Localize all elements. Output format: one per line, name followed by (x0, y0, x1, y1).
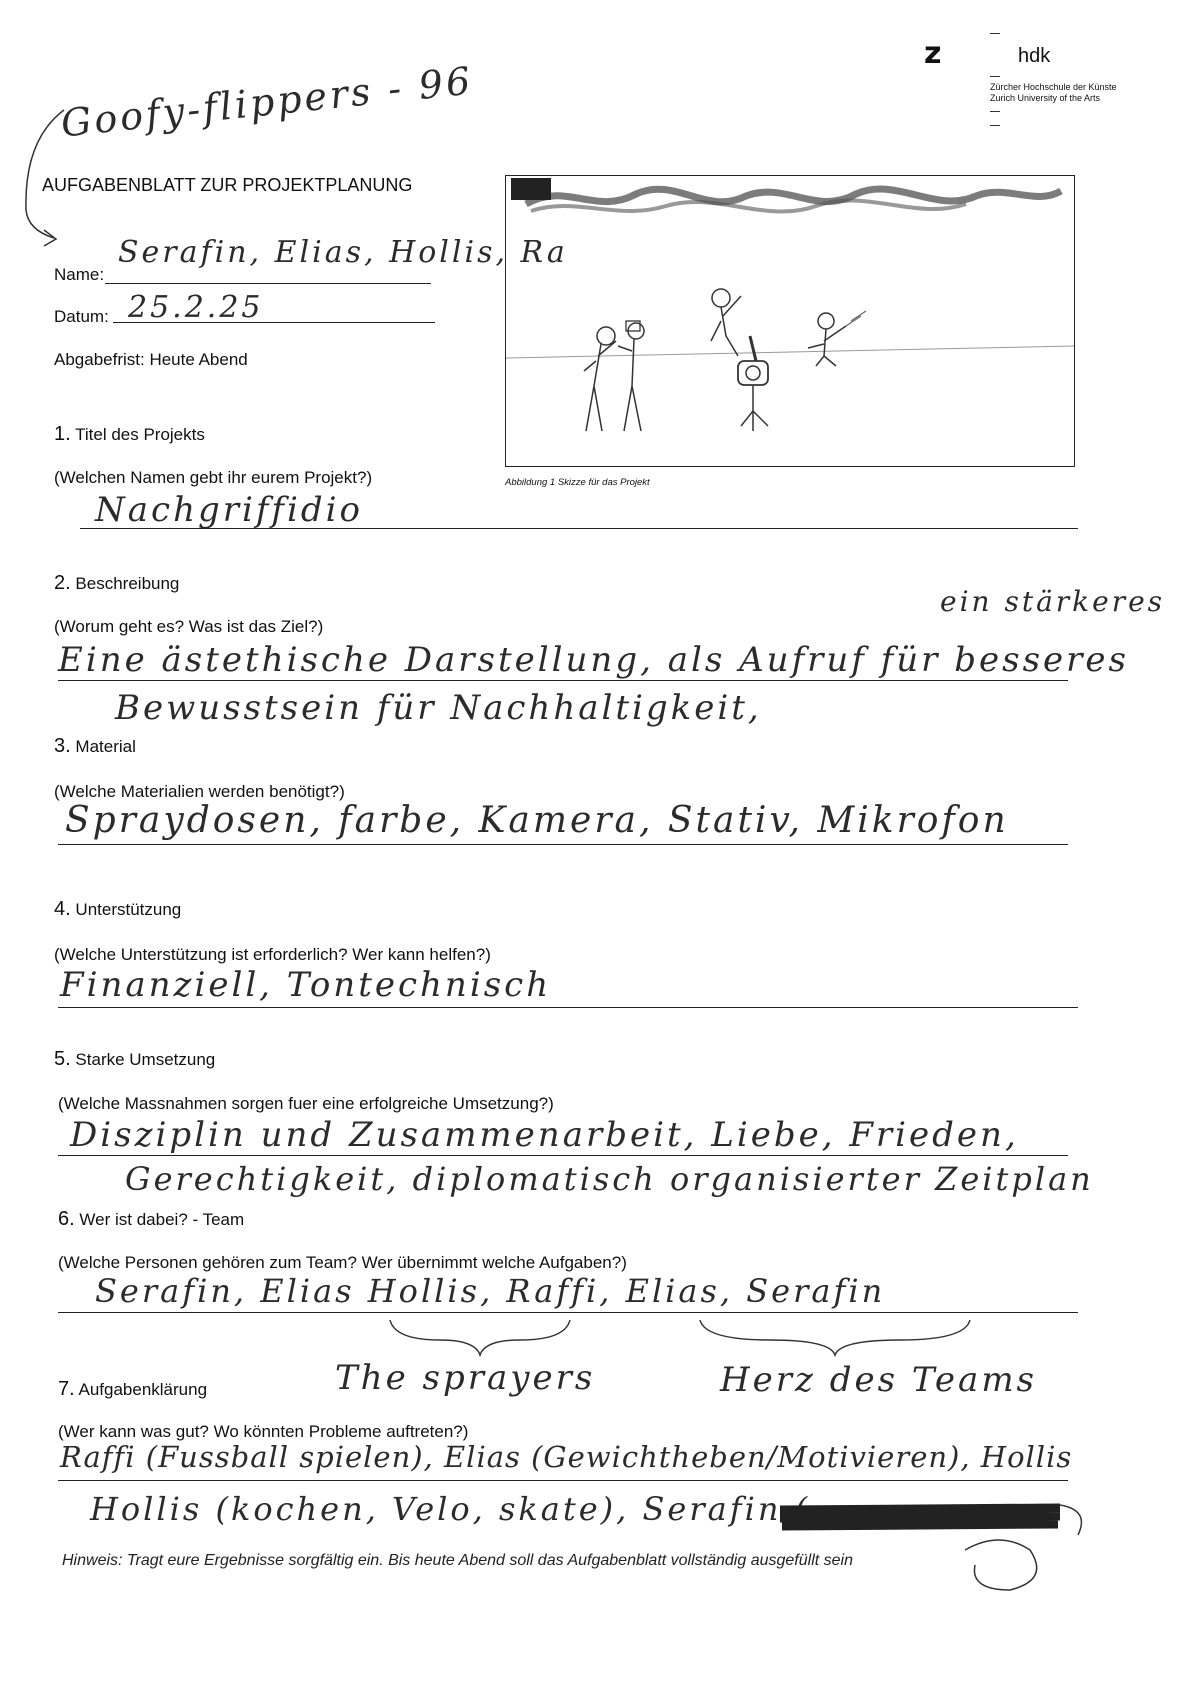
section-1-line (80, 528, 1078, 529)
section-number: 5. (54, 1048, 71, 1070)
sketch-box (505, 175, 1075, 467)
section-title: Unterstützung (75, 900, 182, 919)
team-note-heart: Herz des Teams (720, 1360, 1038, 1400)
team-braces (380, 1315, 980, 1360)
section-6-answer: Serafin, Elias Hollis, Raffi, Elias, Serafin (95, 1272, 886, 1310)
section-5-answer-line-1: Disziplin und Zusammenarbeit, Liebe, Frieden, (70, 1115, 1019, 1155)
group-name-handwritten: Goofy-flippers - 96 (58, 58, 476, 146)
section-4-answer: Finanziell, Tontechnisch (60, 965, 552, 1005)
hdk-logo-mark: z (924, 36, 942, 71)
section-title: Beschreibung (75, 574, 180, 593)
section-title: Material (75, 737, 136, 756)
section-1-heading (54, 423, 205, 446)
section-7-answer-line-2: Hollis (kochen, Velo, skate), Serafin ( (90, 1490, 811, 1528)
logo-dash (990, 76, 1000, 77)
name-value: Serafin, Elias, Hollis, Ra (118, 235, 568, 270)
sketch-caption: Abbildung 1 Skizze für das Projekt (505, 477, 650, 488)
section-3-answer: Spraydosen, farbe, Kamera, Stativ, Mikrofon (65, 800, 1009, 841)
logo-dash (990, 33, 1000, 34)
section-title: Wer ist dabei? - Team (79, 1210, 245, 1229)
section-number: 4. (54, 898, 71, 920)
section-3-question: (Welche Materialien werden benötigt?) (54, 782, 345, 801)
section-4-heading (54, 898, 181, 921)
section-5-line (58, 1155, 1068, 1156)
logo-dash (990, 125, 1000, 126)
section-3-heading (54, 735, 136, 758)
section-number: 2. (54, 572, 71, 594)
logo-institution (990, 82, 1117, 104)
name-label: Name: (54, 265, 105, 284)
date-value: 25.2.25 (128, 290, 264, 325)
section-2-line (58, 680, 1068, 681)
section-number: 6. (58, 1208, 75, 1230)
section-7-question: (Wer kann was gut? Wo könnten Probleme auftreten?) (58, 1422, 469, 1441)
section-5-question: (Welche Massnahmen sorgen fuer eine erfolgreiche Umsetzung?) (58, 1094, 554, 1113)
section-4-line (58, 1007, 1078, 1008)
section-3-line (58, 844, 1068, 845)
logo-line-en: Zurich University of the Arts (990, 93, 1101, 103)
section-title: Aufgabenklärung (78, 1380, 208, 1399)
section-number: 7. (58, 1378, 75, 1400)
redaction-scribble (760, 1490, 1140, 1600)
name-line (105, 283, 431, 284)
section-6-question: (Welche Personen gehören zum Team? Wer übernimmt welche Aufgaben?) (58, 1253, 627, 1272)
section-title: Starke Umsetzung (75, 1050, 216, 1069)
logo-dash (990, 111, 1000, 112)
section-2-question: (Worum geht es? Was ist das Ziel?) (54, 617, 324, 636)
hdk-logo-name: hdk (1018, 45, 1051, 67)
section-7-line (58, 1480, 1068, 1481)
section-6-line (58, 1312, 1078, 1313)
section-2-heading (54, 572, 179, 595)
section-1-question: (Welchen Namen gebt ihr eurem Projekt?) (54, 468, 373, 487)
section-number: 1. (54, 423, 71, 445)
deadline: Abgabefrist: Heute Abend (54, 350, 248, 369)
team-note-sprayers: The sprayers (335, 1358, 596, 1398)
sketch-drawing (506, 176, 1074, 466)
section-2-correction: ein stärkeres (940, 585, 1166, 618)
logo-line-de: Zürcher Hochschule der Künste (990, 82, 1117, 92)
date-line (113, 322, 435, 323)
section-2-answer-line-2: Bewusstsein für Nachhaltigkeit, (115, 688, 762, 728)
section-5-answer-line-2: Gerechtigkeit, diplomatisch organisierter Zeitplan (125, 1160, 1094, 1198)
section-4-question: (Welche Unterstützung ist erforderlich? Wer kann helfen?) (54, 945, 491, 964)
page-title: AUFGABENBLATT ZUR PROJEKTPLANUNG (42, 175, 413, 195)
section-2-answer-line-1: Eine ästethische Darstellung, als Aufruf für besseres (58, 640, 1129, 680)
section-6-heading (58, 1208, 244, 1231)
section-1-answer: Nachgriffidio (95, 490, 364, 530)
section-7-heading (58, 1378, 207, 1401)
section-5-heading (54, 1048, 215, 1071)
date-label: Datum: (54, 307, 109, 326)
section-7-answer-line-1: Raffi (Fussball spielen), Elias (Gewichtheben/Motivieren), Hollis (60, 1440, 1073, 1474)
hint-footer: Hinweis: Tragt eure Ergebnisse sorgfältig ein. Bis heute Abend soll das Aufgabenblatt vollständig ausgefüllt sein (62, 1552, 853, 1569)
section-number: 3. (54, 735, 71, 757)
section-title: Titel des Projekts (75, 425, 205, 444)
